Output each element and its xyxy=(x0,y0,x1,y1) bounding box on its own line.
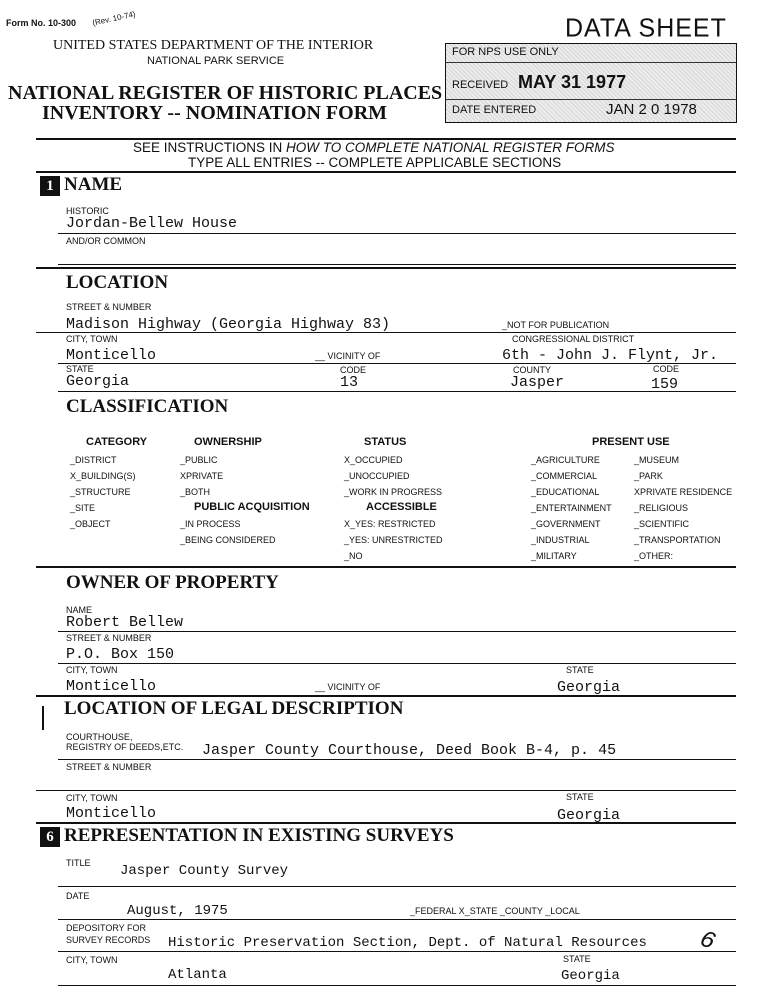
ownership-list xyxy=(180,452,223,500)
county-label: COUNTY xyxy=(513,365,551,375)
status-item: X_OCCUPIED xyxy=(344,455,403,465)
category-item: _OBJECT xyxy=(70,519,111,529)
state-code: 13 xyxy=(340,374,359,391)
instructions-line2: TYPE ALL ENTRIES -- COMPLETE APPLICABLE SECTIONS xyxy=(188,155,562,170)
location-street: Madison Highway (Georgia Highway 83) xyxy=(66,316,391,333)
ownership-item: _BOTH xyxy=(180,487,211,497)
received-label: RECEIVED xyxy=(452,79,509,91)
acquisition-heading: PUBLIC ACQUISITION xyxy=(194,501,310,513)
acquisition-list xyxy=(180,516,276,548)
owner-city-label: CITY, TOWN xyxy=(66,665,118,675)
revision-note: (Rev. 10-74) xyxy=(91,9,137,28)
owner-name-label: NAME xyxy=(66,605,93,615)
section-classification-title: CLASSIFICATION xyxy=(66,396,229,417)
survey-state: Georgia xyxy=(561,968,620,984)
registry-value: Jasper County Courthouse, Deed Book B-4, p. 45 xyxy=(202,742,617,759)
survey-state-label: STATE xyxy=(563,954,591,964)
city-label: CITY, TOWN xyxy=(66,334,118,344)
data-sheet-label: DATA SHEET xyxy=(565,13,727,43)
legal-city-label: CITY, TOWN xyxy=(66,793,118,803)
vicinity-label: __ VICINITY OF xyxy=(315,351,381,361)
status-heading: STATUS xyxy=(364,436,407,448)
owner-street-label: STREET & NUMBER xyxy=(66,633,152,643)
courthouse-label: COURTHOUSE, xyxy=(66,732,133,742)
form-title-line2: INVENTORY -- NOMINATION FORM xyxy=(42,102,388,124)
present-use-item: _OTHER: xyxy=(634,551,674,561)
category-item: _STRUCTURE xyxy=(70,487,131,497)
category-heading: CATEGORY xyxy=(86,436,148,448)
ownership-heading: OWNERSHIP xyxy=(194,436,262,448)
ownership-item: _PUBLIC xyxy=(180,455,218,465)
present-use-item: _MUSEUM xyxy=(634,455,680,465)
accessible-item: X_YES: RESTRICTED xyxy=(344,519,436,529)
accessible-heading: ACCESSIBLE xyxy=(366,501,437,513)
section-surveys-title: REPRESENTATION IN EXISTING SURVEYS xyxy=(64,825,454,846)
nps-use-label: FOR NPS USE ONLY xyxy=(452,46,559,58)
congressional-district: 6th - John J. Flynt, Jr. xyxy=(502,347,719,364)
accessible-item: _NO xyxy=(344,551,363,561)
present-use-item: _SCIENTIFIC xyxy=(634,519,690,529)
accessible-item: _YES: UNRESTRICTED xyxy=(344,535,443,545)
common-label: AND/OR COMMON xyxy=(66,236,146,246)
survey-date: August, 1975 xyxy=(127,903,228,919)
county-code: 159 xyxy=(651,376,679,393)
ownership-item: XPRIVATE xyxy=(180,471,224,481)
present-use-item: XPRIVATE RESIDENCE xyxy=(634,487,733,497)
received-date: MAY 31 1977 xyxy=(518,72,627,92)
county-code-label: CODE xyxy=(653,364,680,374)
service-name: NATIONAL PARK SERVICE xyxy=(147,55,285,67)
survey-levels: _FEDERAL X_STATE _COUNTY _LOCAL xyxy=(410,906,580,916)
present-use-item: _EDUCATIONAL xyxy=(531,487,600,497)
instructions-line1 xyxy=(133,140,615,155)
category-item: X_BUILDING(S) xyxy=(70,471,136,481)
depository-value: Historic Preservation Section, Dept. of Natural Resources xyxy=(168,935,647,951)
owner-street: P.O. Box 150 xyxy=(66,646,175,663)
form-title-line1: NATIONAL REGISTER OF HISTORIC PLACES xyxy=(8,82,443,104)
location-county: Jasper xyxy=(510,374,565,391)
depository-label-1: DEPOSITORY FOR xyxy=(66,923,147,933)
form-number: Form No. 10-300 xyxy=(6,18,77,28)
category-item: _SITE xyxy=(70,503,96,513)
entered-label: DATE ENTERED xyxy=(452,104,537,116)
present-use-item: _MILITARY xyxy=(531,551,577,561)
present-use-item: _GOVERNMENT xyxy=(531,519,601,529)
section-location-title: LOCATION xyxy=(66,272,169,293)
not-for-publication: _NOT FOR PUBLICATION xyxy=(502,320,610,330)
owner-name: Robert Bellew xyxy=(66,614,184,631)
present-use-item: _RELIGIOUS xyxy=(634,503,689,513)
present-use-item: _TRANSPORTATION xyxy=(634,535,721,545)
acquisition-item: _BEING CONSIDERED xyxy=(180,535,276,545)
status-list xyxy=(344,452,442,500)
status-item: _UNOCCUPIED xyxy=(344,471,410,481)
historic-label: HISTORIC xyxy=(66,206,109,216)
state-label: STATE xyxy=(66,364,94,374)
code-label: CODE xyxy=(340,365,367,375)
survey-city: Atlanta xyxy=(168,967,227,983)
legal-state-label: STATE xyxy=(566,792,594,802)
acquisition-item: _IN PROCESS xyxy=(180,519,241,529)
page-mark: 6 xyxy=(695,926,719,957)
present-use-item: _PARK xyxy=(634,471,663,481)
survey-title: Jasper County Survey xyxy=(120,863,289,879)
legal-city: Monticello xyxy=(66,805,157,822)
present-use-item: _COMMERCIAL xyxy=(531,471,598,481)
category-item: _DISTRICT xyxy=(70,455,117,465)
present-use-item: _AGRICULTURE xyxy=(531,455,600,465)
section-name-title: NAME xyxy=(64,174,123,195)
street-label: STREET & NUMBER xyxy=(66,302,152,312)
location-city: Monticello xyxy=(66,347,157,364)
section-1-number: 1 xyxy=(40,176,60,196)
department-name: UNITED STATES DEPARTMENT OF THE INTERIOR xyxy=(53,38,374,53)
owner-city: Monticello xyxy=(66,678,157,695)
owner-vicinity-label: __ VICINITY OF xyxy=(315,682,381,692)
survey-title-label: TITLE xyxy=(66,858,91,868)
survey-date-label: DATE xyxy=(66,891,90,901)
legal-street-label: STREET & NUMBER xyxy=(66,762,152,772)
instructions-prefix: SEE INSTRUCTIONS IN xyxy=(133,140,287,155)
survey-city-label: CITY, TOWN xyxy=(66,955,118,965)
section-owner-title: OWNER OF PROPERTY xyxy=(66,572,279,593)
accessible-list xyxy=(344,516,443,564)
entered-date: JAN 2 0 1978 xyxy=(606,101,697,118)
location-state: Georgia xyxy=(66,373,130,390)
historic-name: Jordan-Bellew House xyxy=(66,215,238,232)
instructions-emphasis: HOW TO COMPLETE NATIONAL REGISTER FORMS xyxy=(286,140,615,155)
nps-use-box xyxy=(445,43,737,123)
present-use-list-2 xyxy=(634,452,732,564)
depository-label-2: SURVEY RECORDS xyxy=(66,935,151,945)
present-use-item: _ENTERTAINMENT xyxy=(531,503,612,513)
present-use-heading: PRESENT USE xyxy=(592,436,670,448)
owner-state-label: STATE xyxy=(566,665,594,675)
legal-state: Georgia xyxy=(557,807,621,824)
section-6-number: 6 xyxy=(40,827,60,847)
section-legal-title: LOCATION OF LEGAL DESCRIPTION xyxy=(64,698,404,719)
category-list xyxy=(70,452,136,532)
congressional-label: CONGRESSIONAL DISTRICT xyxy=(512,334,635,344)
status-item: _WORK IN PROGRESS xyxy=(344,487,443,497)
owner-state: Georgia xyxy=(557,679,621,696)
registry-label: REGISTRY OF DEEDS,ETC. xyxy=(66,742,184,752)
present-use-item: _INDUSTRIAL xyxy=(531,535,590,545)
present-use-list-1 xyxy=(531,452,612,564)
